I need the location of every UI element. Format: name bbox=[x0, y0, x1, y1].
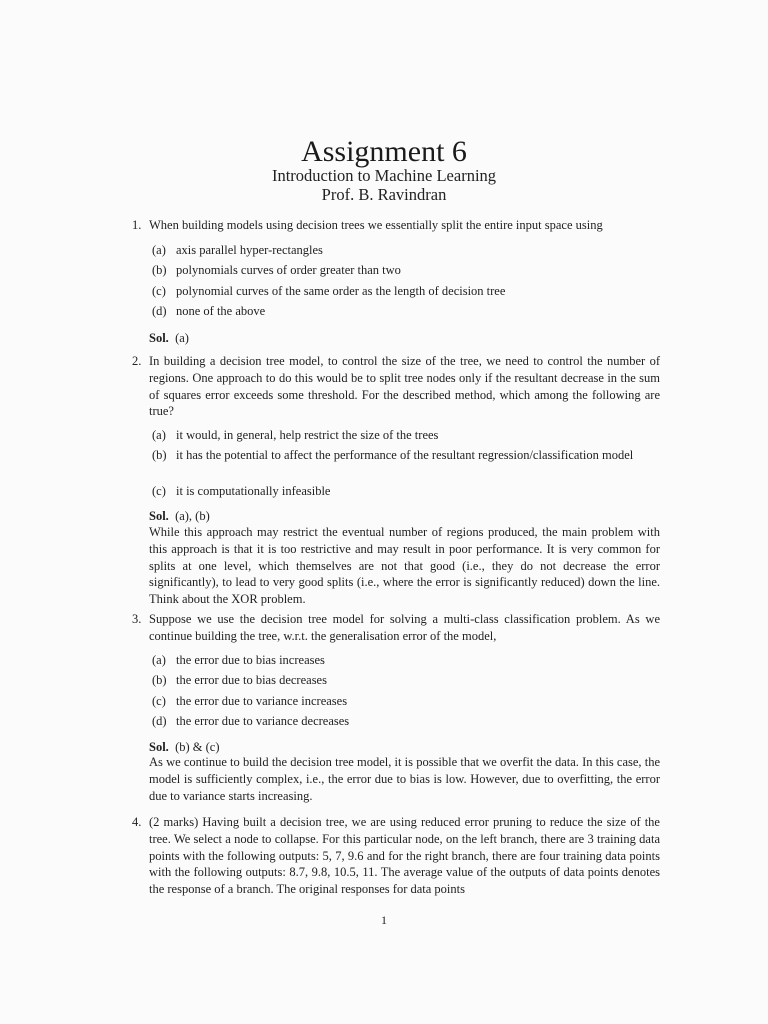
option-label: (d) bbox=[152, 714, 167, 728]
option-d bbox=[152, 303, 660, 320]
option-text: it has the potential to affect the performance of the resultant regression/classification model bbox=[176, 448, 634, 462]
option-d bbox=[152, 713, 660, 730]
solution-explanation: While this approach may restrict the eventual number of regions produced, the main problem with this approach is that it is too restrictive and may result in poor performance. It is very common for splits at one level, which themselves are not that good (i.e., they do not decrease the error significantly), to lead to very good splits (i.e., where the error is significantly reduced) down the line. Think about the XOR problem. bbox=[149, 525, 660, 607]
solution-explanation: As we continue to build the decision tree model, it is possible that we overfit the data. In this case, the model is sufficiently complex, i.e., the error due to bias is low. However, due to overfitting, the error due to variance starts increasing. bbox=[149, 755, 660, 803]
option-text: axis parallel hyper-rectangles bbox=[176, 243, 323, 257]
option-label: (c) bbox=[152, 484, 166, 498]
option-a bbox=[152, 427, 660, 444]
question-number: 3. bbox=[132, 612, 142, 626]
solution-label: Sol. bbox=[149, 740, 169, 754]
option-text: the error due to variance decreases bbox=[176, 714, 350, 728]
option-label: (a) bbox=[152, 653, 166, 667]
option-c bbox=[152, 283, 660, 300]
option-label: (b) bbox=[152, 263, 167, 277]
question-number: 2. bbox=[132, 354, 142, 368]
solution bbox=[149, 508, 660, 525]
solution-answer: (a), (b) bbox=[175, 509, 210, 523]
option-a bbox=[152, 242, 660, 259]
option-c bbox=[152, 483, 660, 500]
option-text: polynomial curves of the same order as the length of decision tree bbox=[176, 284, 506, 298]
page-number: 1 bbox=[381, 913, 387, 927]
option-label: (d) bbox=[152, 304, 167, 318]
option-label: (c) bbox=[152, 284, 166, 298]
question-text: When building models using decision trees we essentially split the entire input space using bbox=[149, 218, 603, 232]
option-text: the error due to bias increases bbox=[176, 653, 325, 667]
option-text: the error due to bias decreases bbox=[176, 673, 327, 687]
option-c bbox=[152, 693, 660, 710]
question-number: 4. bbox=[132, 815, 142, 829]
option-label: (a) bbox=[152, 428, 166, 442]
option-b bbox=[152, 262, 660, 279]
option-label: (a) bbox=[152, 243, 166, 257]
option-a bbox=[152, 652, 660, 669]
question-text: (2 marks) Having built a decision tree, we are using reduced error pruning to reduce the size of the tree. We select a node to collapse. For this particular node, on the left branch, there are 3 training data points with the following outputs: 5, 7, 9.6 and for the right branch, there are four training data points with the following outputs: 8.7, 9.8, 10.5, 11. The average value of the outputs of data points denotes the response of a branch. The original responses for data points bbox=[149, 815, 660, 897]
course-name: Introduction to Machine Learning bbox=[271, 166, 497, 185]
solution-label: Sol. bbox=[149, 331, 169, 345]
instructor-name: Prof. B. Ravindran bbox=[321, 185, 447, 204]
option-label: (b) bbox=[152, 448, 167, 462]
document-title: Assignment 6 bbox=[301, 135, 467, 168]
option-text: polynomials curves of order greater than two bbox=[176, 263, 401, 277]
option-text: none of the above bbox=[176, 304, 266, 318]
solution-answer: (a) bbox=[175, 331, 189, 345]
solution bbox=[149, 330, 660, 347]
solution-label: Sol. bbox=[149, 509, 169, 523]
question-number: 1. bbox=[132, 218, 142, 232]
option-label: (b) bbox=[152, 673, 167, 687]
option-b bbox=[152, 447, 660, 464]
question-text: Suppose we use the decision tree model for solving a multi-class classification problem. As we continue building the tree, w.r.t. the generalisation error of the model, bbox=[149, 612, 660, 643]
option-text: the error due to variance increases bbox=[176, 694, 348, 708]
option-b bbox=[152, 672, 660, 689]
solution-answer: (b) & (c) bbox=[175, 740, 220, 754]
option-text: it is computationally infeasible bbox=[176, 484, 331, 498]
option-text: it would, in general, help restrict the size of the trees bbox=[176, 428, 439, 442]
question-text: In building a decision tree model, to control the size of the tree, we need to control the number of regions. One approach to do this would be to split tree nodes only if the resultant decrease in the sum of squares error exceeds some threshold. For the described method, which among the following are true? bbox=[149, 354, 660, 419]
option-label: (c) bbox=[152, 694, 166, 708]
